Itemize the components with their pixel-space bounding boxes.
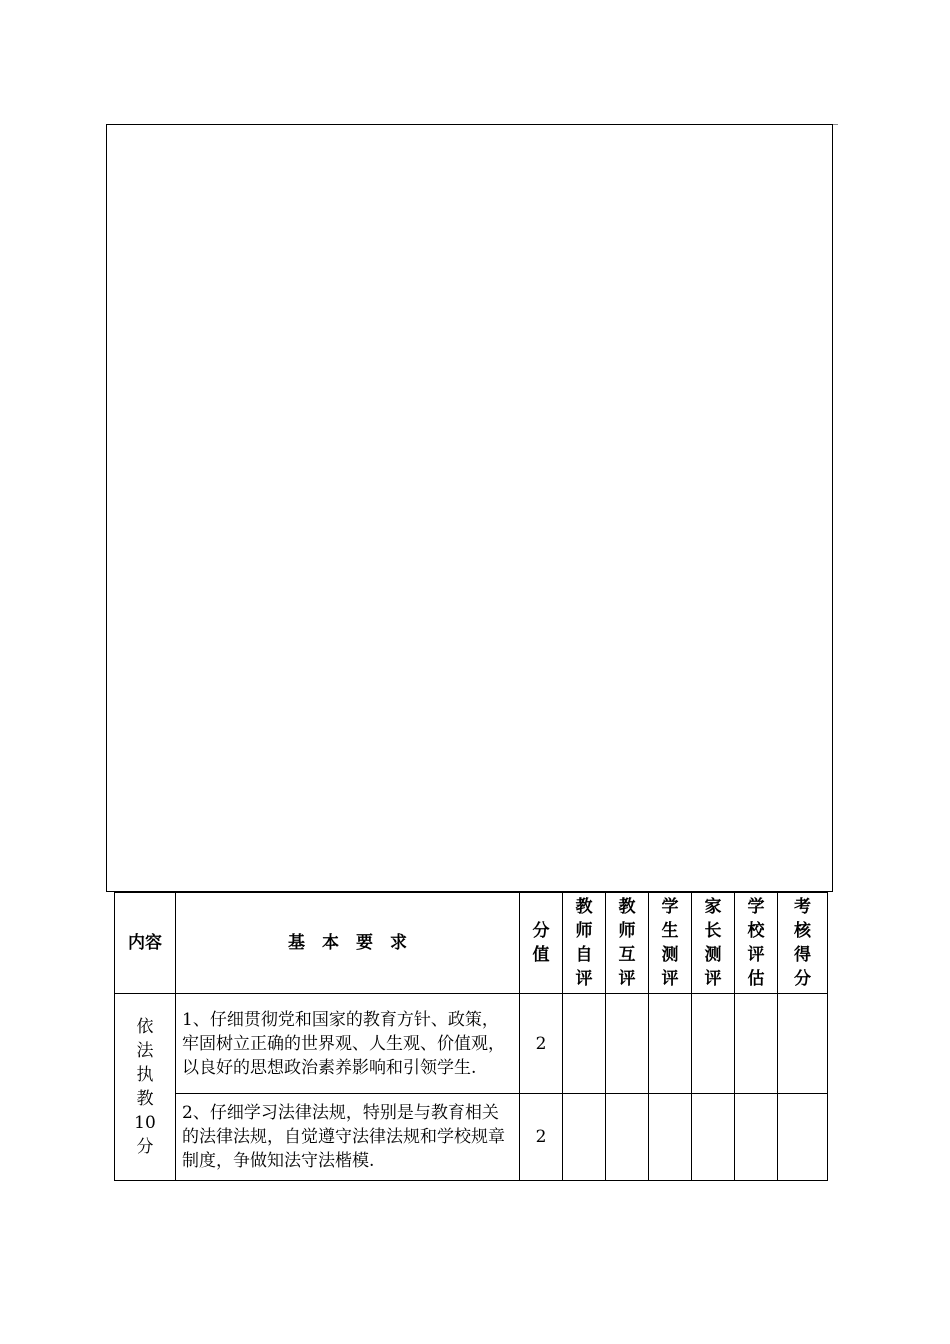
- corner-tick: [833, 124, 838, 125]
- category-cell: 依 法 执 教 10 分: [115, 994, 176, 1181]
- header-content: 内容: [115, 893, 176, 994]
- evaluation-table: [114, 892, 828, 1181]
- table-row: [115, 1094, 828, 1181]
- header-requirements: 基 本 要 求: [176, 893, 520, 994]
- student-cell[interactable]: [649, 1094, 692, 1181]
- header-teacher-self: 教 师 自 评: [563, 893, 606, 994]
- requirement-text: 1、仔细贯彻党和国家的教育方针、政策，牢固树立正确的世界观、人生观、价值观，以良好的思想政治素养影响和引领学生.: [176, 994, 520, 1094]
- score-value: 2: [520, 994, 563, 1094]
- header-teacher-peer: 教 师 互 评: [606, 893, 649, 994]
- header-row: [115, 893, 828, 994]
- teacher-peer-cell[interactable]: [606, 1094, 649, 1181]
- student-cell[interactable]: [649, 994, 692, 1094]
- table-row: [115, 994, 828, 1094]
- parent-cell[interactable]: [692, 994, 735, 1094]
- header-parent: 家 长 测 评: [692, 893, 735, 994]
- score-value: 2: [520, 1094, 563, 1181]
- parent-cell[interactable]: [692, 1094, 735, 1181]
- blank-frame: [106, 124, 833, 892]
- teacher-peer-cell[interactable]: [606, 994, 649, 1094]
- header-school: 学 校 评 估: [735, 893, 778, 994]
- header-student: 学 生 测 评: [649, 893, 692, 994]
- requirement-text: 2、仔细学习法律法规，特别是与教育相关的法律法规，自觉遵守法律法规和学校规章制度，争做知法守法楷模.: [176, 1094, 520, 1181]
- teacher-self-cell[interactable]: [563, 1094, 606, 1181]
- header-score: 分 值: [520, 893, 563, 994]
- final-cell[interactable]: [778, 994, 828, 1094]
- school-cell[interactable]: [735, 1094, 778, 1181]
- header-final: 考 核 得 分: [778, 893, 828, 994]
- school-cell[interactable]: [735, 994, 778, 1094]
- teacher-self-cell[interactable]: [563, 994, 606, 1094]
- final-cell[interactable]: [778, 1094, 828, 1181]
